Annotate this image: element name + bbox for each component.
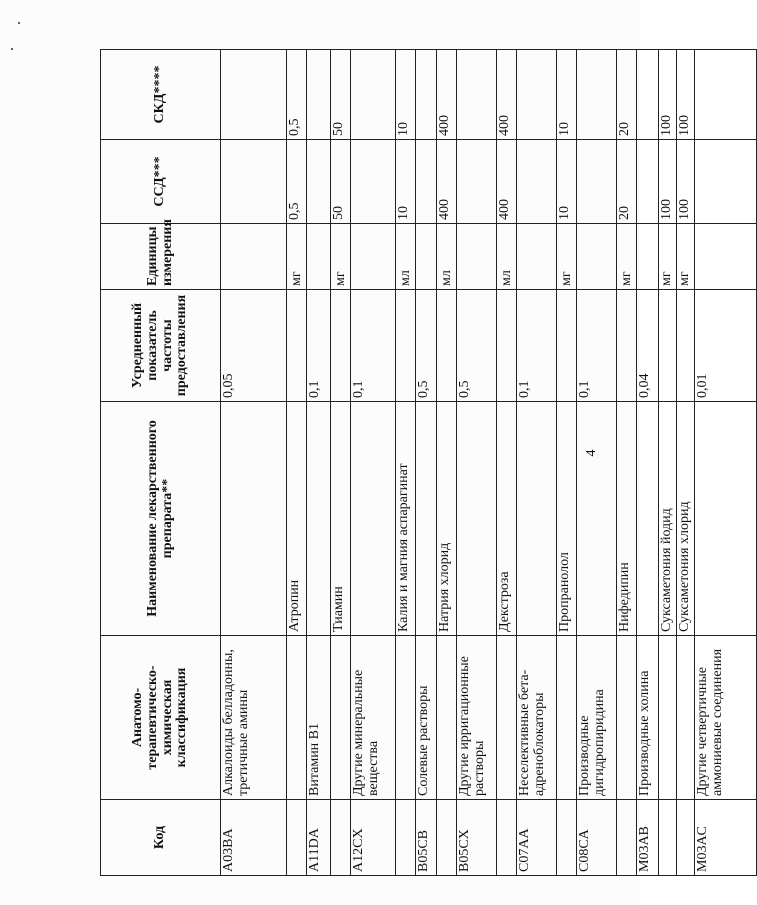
cell-code: [497, 800, 517, 876]
rotated-table-wrapper: [100, 50, 725, 876]
cell-frequency: [497, 290, 517, 402]
cell-skd: 0,5: [287, 50, 307, 140]
cell-code: M03AB: [637, 800, 659, 876]
cell-frequency: 0,04: [637, 290, 659, 402]
cell-ssd: [457, 140, 497, 224]
cell-ssd: [307, 140, 331, 224]
cell-drug: Калия и магния аспарагинат: [396, 402, 416, 636]
cell-frequency: 0,5: [416, 290, 437, 402]
cell-unit: [457, 224, 497, 290]
cell-unit: мг: [331, 224, 351, 290]
cell-code: [617, 800, 637, 876]
cell-code: [557, 800, 577, 876]
cell-skd: [307, 50, 331, 140]
cell-drug: Нифедипин: [617, 402, 637, 636]
table-row: [617, 50, 637, 876]
cell-unit: мг: [287, 224, 307, 290]
cell-frequency: [659, 290, 677, 402]
cell-ssd: 20: [617, 140, 637, 224]
cell-ssd: [695, 140, 757, 224]
cell-frequency: 0,05: [221, 290, 287, 402]
cell-ssd: [637, 140, 659, 224]
table-header-row: [101, 50, 221, 876]
page-number: 4: [584, 449, 599, 457]
cell-unit: [221, 224, 287, 290]
cell-drug: [221, 402, 287, 636]
cell-unit: мл: [497, 224, 517, 290]
cell-skd: [637, 50, 659, 140]
cell-ssd: 400: [437, 140, 457, 224]
cell-code: A12CX: [351, 800, 396, 876]
cell-drug: Атропин: [287, 402, 307, 636]
cell-code: [331, 800, 351, 876]
cell-atc: Другие четвертичные аммониевые соединения: [695, 636, 757, 800]
cell-frequency: 0,01: [695, 290, 757, 402]
cell-ssd: [416, 140, 437, 224]
cell-frequency: 0,1: [351, 290, 396, 402]
cell-unit: [416, 224, 437, 290]
header-code: Код: [101, 800, 221, 876]
cell-atc: Неселективные бета-адреноблокаторы: [517, 636, 557, 800]
header-unit: Единицы измерения: [101, 224, 221, 290]
cell-drug: Суксаметония йодид: [659, 402, 677, 636]
cell-unit: мл: [396, 224, 416, 290]
table-row: [416, 50, 437, 876]
cell-unit: мг: [677, 224, 695, 290]
cell-ssd: 100: [659, 140, 677, 224]
cell-frequency: [437, 290, 457, 402]
header-ssd: ССД***: [101, 140, 221, 224]
table-row: [221, 50, 287, 876]
cell-drug: Суксаметония хлорид: [677, 402, 695, 636]
cell-skd: [351, 50, 396, 140]
table-row: [307, 50, 331, 876]
cell-unit: [695, 224, 757, 290]
table-row: [677, 50, 695, 876]
cell-code: [396, 800, 416, 876]
cell-skd: 10: [396, 50, 416, 140]
cell-code: A11DA: [307, 800, 331, 876]
cell-ssd: 10: [557, 140, 577, 224]
cell-code: [659, 800, 677, 876]
cell-frequency: 0,1: [307, 290, 331, 402]
cell-frequency: [677, 290, 695, 402]
cell-code: C07AA: [517, 800, 557, 876]
scan-speck: [11, 48, 13, 50]
header-frequency: Усредненный показатель частоты предоставления: [101, 290, 221, 402]
cell-code: M03AC: [695, 800, 757, 876]
cell-skd: 100: [677, 50, 695, 140]
cell-ssd: [577, 140, 617, 224]
cell-unit: мл: [437, 224, 457, 290]
cell-skd: [221, 50, 287, 140]
table-row: [331, 50, 351, 876]
cell-ssd: 100: [677, 140, 695, 224]
cell-unit: [577, 224, 617, 290]
cell-drug: Декстроза: [497, 402, 517, 636]
cell-drug: [416, 402, 437, 636]
cell-drug: [457, 402, 497, 636]
cell-ssd: 0,5: [287, 140, 307, 224]
cell-ssd: 400: [497, 140, 517, 224]
cell-ssd: [517, 140, 557, 224]
cell-drug: [307, 402, 331, 636]
cell-frequency: [557, 290, 577, 402]
cell-unit: [637, 224, 659, 290]
cell-atc: [396, 636, 416, 800]
cell-ssd: [221, 140, 287, 224]
cell-skd: [416, 50, 437, 140]
header-drug: Наименование лекарственного препарата**: [101, 402, 221, 636]
cell-frequency: 0,1: [577, 290, 617, 402]
cell-atc: [659, 636, 677, 800]
cell-code: B05CB: [416, 800, 437, 876]
cell-drug: Натрия хлорид: [437, 402, 457, 636]
table-row: [695, 50, 757, 876]
cell-atc: [497, 636, 517, 800]
cell-code: [287, 800, 307, 876]
cell-unit: [307, 224, 331, 290]
table-row: [396, 50, 416, 876]
header-skd: СКД****: [101, 50, 221, 140]
cell-atc: [677, 636, 695, 800]
cell-skd: [577, 50, 617, 140]
cell-ssd: [351, 140, 396, 224]
cell-unit: [517, 224, 557, 290]
cell-skd: 400: [497, 50, 517, 140]
cell-code: [677, 800, 695, 876]
cell-unit: мг: [659, 224, 677, 290]
cell-atc: [617, 636, 637, 800]
header-atc: Анатомо-терапевтическо-химическая классификация: [101, 636, 221, 800]
table-row: [557, 50, 577, 876]
cell-drug: [517, 402, 557, 636]
cell-code: [437, 800, 457, 876]
cell-drug: [637, 402, 659, 636]
cell-atc: [331, 636, 351, 800]
cell-atc: Другие минеральные вещества: [351, 636, 396, 800]
cell-skd: [517, 50, 557, 140]
table-row: [351, 50, 396, 876]
cell-skd: [457, 50, 497, 140]
cell-drug: Тиамин: [331, 402, 351, 636]
cell-drug: [695, 402, 757, 636]
cell-frequency: [396, 290, 416, 402]
table-row: [659, 50, 677, 876]
table-row: [287, 50, 307, 876]
cell-unit: мг: [557, 224, 577, 290]
cell-frequency: [617, 290, 637, 402]
table-row: [637, 50, 659, 876]
cell-skd: 10: [557, 50, 577, 140]
scan-speck: [18, 22, 20, 24]
cell-unit: мг: [617, 224, 637, 290]
cell-skd: 400: [437, 50, 457, 140]
cell-atc: [287, 636, 307, 800]
table-row: [457, 50, 497, 876]
cell-atc: Производные холина: [637, 636, 659, 800]
cell-frequency: [287, 290, 307, 402]
drug-table: [100, 49, 757, 876]
cell-skd: [695, 50, 757, 140]
cell-drug: Пропранолол: [557, 402, 577, 636]
cell-skd: 100: [659, 50, 677, 140]
cell-drug: [577, 402, 617, 636]
cell-frequency: [331, 290, 351, 402]
cell-atc: Производные дигидропиридина: [577, 636, 617, 800]
table-row: [437, 50, 457, 876]
cell-atc: [557, 636, 577, 800]
cell-frequency: 0,5: [457, 290, 497, 402]
cell-skd: 50: [331, 50, 351, 140]
table-row: [497, 50, 517, 876]
cell-code: C08CA: [577, 800, 617, 876]
cell-skd: 20: [617, 50, 637, 140]
table-row: [517, 50, 557, 876]
cell-ssd: 10: [396, 140, 416, 224]
cell-atc: Солевые растворы: [416, 636, 437, 800]
cell-frequency: 0,1: [517, 290, 557, 402]
cell-code: B05CX: [457, 800, 497, 876]
cell-atc: Алкалоиды белладонны, третичные амины: [221, 636, 287, 800]
cell-ssd: 50: [331, 140, 351, 224]
cell-atc: [437, 636, 457, 800]
cell-atc: Витамин B1: [307, 636, 331, 800]
cell-drug: [351, 402, 396, 636]
cell-code: A03BA: [221, 800, 287, 876]
cell-unit: [351, 224, 396, 290]
cell-atc: Другие ирригационные растворы: [457, 636, 497, 800]
